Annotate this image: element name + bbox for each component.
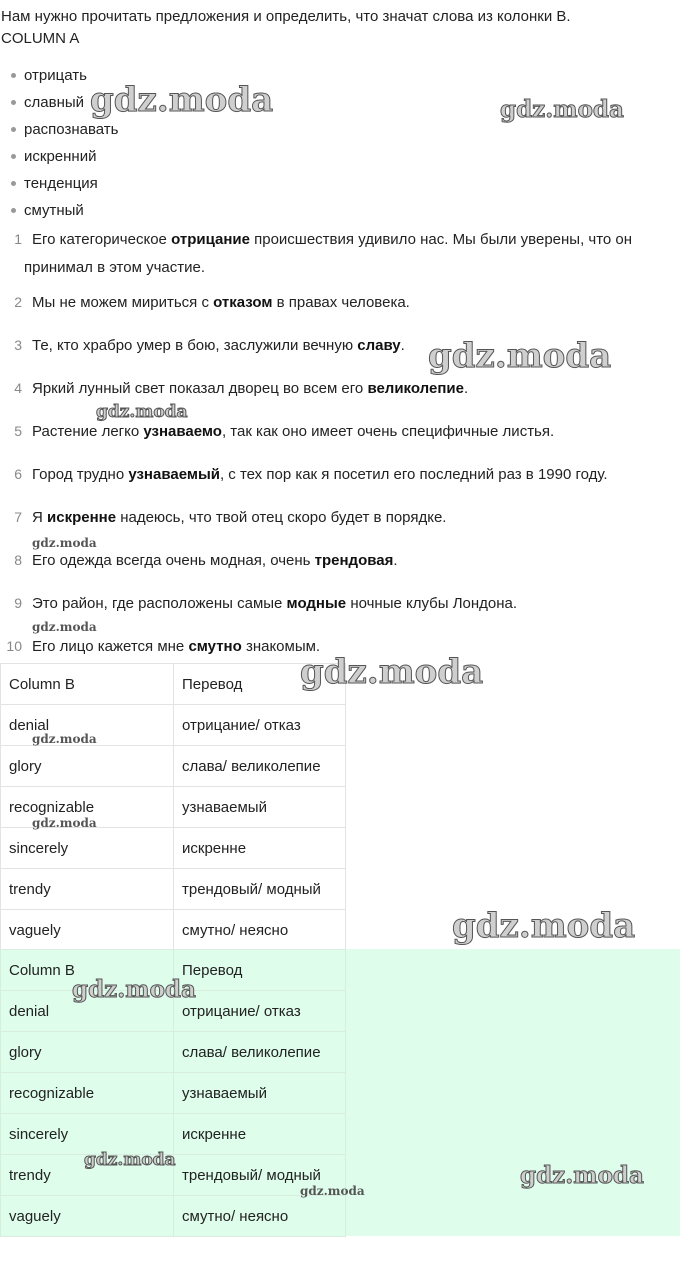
list-item: славный — [11, 92, 118, 119]
table-cell: recognizable — [1, 1073, 174, 1114]
table-cell: узнаваемый — [174, 1073, 346, 1114]
list-item: отрицать — [11, 65, 118, 92]
watermark: gdz.moda — [452, 906, 636, 946]
sentence-item: 10 Его лицо кажется мне смутно знакомым. — [6, 638, 321, 655]
watermark: gdz.moda — [84, 1150, 176, 1170]
intro-line: Нам нужно прочитать предложения и определить, что значат слова из колонки B. — [1, 8, 571, 25]
list-item: смутный — [11, 200, 118, 227]
table-cell: trendy — [1, 1155, 174, 1196]
table-cell: узнаваемый — [174, 787, 346, 828]
table-row — [1, 1196, 346, 1237]
watermark: gdz.moda — [300, 1184, 365, 1198]
table-cell: glory — [1, 1032, 174, 1073]
bullet-icon — [11, 100, 16, 105]
watermark: gdz.moda — [32, 536, 97, 550]
list-item: тенденция — [11, 173, 118, 200]
table-header-cell: Column B — [1, 664, 174, 705]
table-cell: трендовый/ модный — [174, 1155, 346, 1196]
table-cell: vaguely — [1, 910, 174, 951]
sentence-item: 4 Яркий лунный свет показал дворец во всем его великолепие. — [14, 380, 469, 397]
table-cell: смутно/ неясно — [174, 1196, 346, 1237]
intro-text — [1, 6, 679, 50]
table-row — [1, 869, 346, 910]
table-cell: слава/ великолепие — [174, 1032, 346, 1073]
sentence-item: 5 Растение легко узнаваемо, так как оно имеет очень специфичные листья. — [14, 423, 555, 440]
sentence-item: 6 Город трудно узнаваемый, с тех пор как я посетил его последний раз в 1990 году. — [14, 466, 608, 483]
table-header-cell: Column B — [1, 950, 174, 991]
translation-table — [0, 663, 346, 951]
table-cell: искренне — [174, 1114, 346, 1155]
table-cell: искренне — [174, 828, 346, 869]
table-cell: sincerely — [1, 828, 174, 869]
watermark: gdz.moda — [32, 816, 97, 830]
table-cell: смутно/ неясно — [174, 910, 346, 951]
watermark: gdz.moda — [32, 732, 97, 746]
bullet-icon — [11, 127, 16, 132]
sentence-item: 2 Мы не можем мириться с отказом в правах человека. — [14, 294, 410, 311]
table-cell: трендовый/ модный — [174, 869, 346, 910]
table-row — [1, 1032, 346, 1073]
bullet-icon — [11, 181, 16, 186]
table-header-cell: Перевод — [174, 950, 346, 991]
watermark: gdz.moda — [32, 620, 97, 634]
table-row — [1, 1073, 346, 1114]
table-cell: recognizable — [1, 787, 174, 828]
watermark: gdz.moda — [96, 402, 188, 422]
table-cell: trendy — [1, 869, 174, 910]
sentence-item: 7 Я искренне надеюсь, что твой отец скоро будет в порядке. — [14, 509, 447, 526]
table-cell: отрицание/ отказ — [174, 991, 346, 1032]
watermark: gdz.moda — [428, 336, 612, 376]
sentence-item: 3 Те, кто храбро умер в бою, заслужили вечную славу. — [14, 337, 405, 354]
watermark: gdz.moda — [300, 652, 484, 692]
table-cell: glory — [1, 746, 174, 787]
table-row — [1, 910, 346, 951]
table-cell: denial — [1, 991, 174, 1032]
watermark: gdz.moda — [500, 96, 624, 123]
table-cell: отрицание/ отказ — [174, 705, 346, 746]
table-cell: denial — [1, 705, 174, 746]
table-row — [1, 1114, 346, 1155]
watermark: gdz.moda — [520, 1162, 644, 1189]
bullet-icon — [11, 208, 16, 213]
watermark: gdz.moda — [72, 976, 196, 1003]
sentence-item: 1 Его категорическое отрицание происшествия удивило нас. Мы были уверены, что он принимал в этом участие. — [14, 231, 633, 276]
table-cell: слава/ великолепие — [174, 746, 346, 787]
table-cell: sincerely — [1, 1114, 174, 1155]
table-cell: vaguely — [1, 1196, 174, 1237]
list-item: искренний — [11, 146, 118, 173]
sentence-item: 8 Его одежда всегда очень модная, очень трендовая. — [14, 552, 398, 569]
table-row — [1, 828, 346, 869]
bullet-icon — [11, 73, 16, 78]
table-header-row — [1, 664, 346, 705]
bullet-icon — [11, 154, 16, 159]
column-a-heading: COLUMN A — [1, 30, 80, 47]
table-row — [1, 746, 346, 787]
list-item: распознавать — [11, 119, 118, 146]
table-header-cell: Перевод — [174, 664, 346, 705]
sentence-item: 9 Это район, где расположены самые модные ночные клубы Лондона. — [14, 595, 518, 612]
watermark: gdz.moda — [90, 80, 274, 120]
